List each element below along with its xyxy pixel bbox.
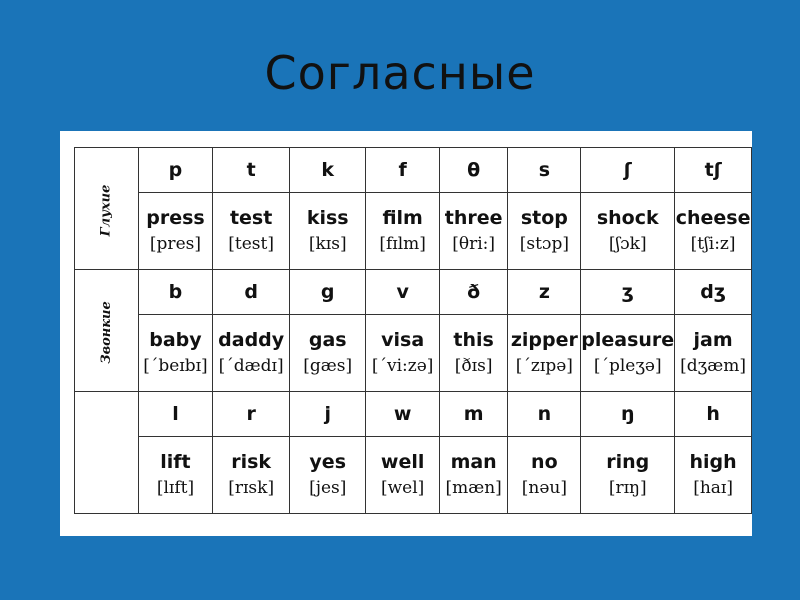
transcription: [ˊpleʒə] [593,356,662,377]
symbol-row [75,392,752,437]
example-word: film [382,207,423,230]
phoneme-symbol: ʒ [581,270,675,315]
phoneme-symbol: ŋ [581,392,675,437]
example-cell [439,315,508,392]
example-word: risk [231,451,272,474]
transcription: [tʃi:z] [690,234,736,255]
consonants-panel [60,131,752,536]
example-cell [439,437,508,514]
phoneme-symbol: ð [439,270,508,315]
example-cell [366,193,439,270]
phoneme-symbol: n [508,392,581,437]
example-word: visa [381,329,425,352]
slide-title: Согласные [264,46,536,100]
example-row [75,437,752,514]
example-word: pleasure [581,329,675,352]
example-cell [213,437,290,514]
example-cell [213,315,290,392]
phoneme-symbol: t [213,148,290,193]
phoneme-symbol: g [289,270,366,315]
transcription: [ʃɔk] [608,234,647,255]
phoneme-symbol: r [213,392,290,437]
phoneme-symbol: v [366,270,439,315]
example-word: press [146,207,205,230]
example-word: baby [149,329,202,352]
transcription: [lɪft] [156,478,195,499]
group-label-cell [75,270,139,392]
transcription: [ˊdædɪ] [218,356,284,377]
phoneme-symbol: p [138,148,213,193]
group-label: Звонкие [98,301,114,364]
example-word: kiss [306,207,349,230]
transcription: [stɔp] [519,234,569,255]
example-cell [581,437,675,514]
transcription: [dʒæm] [680,356,747,377]
example-word: three [444,207,503,230]
example-word: jam [693,329,733,352]
symbol-row [75,148,752,193]
example-cell [581,315,675,392]
phoneme-symbol: h [675,392,752,437]
group-label: Глухие [98,184,114,237]
example-cell [675,193,752,270]
example-cell [439,193,508,270]
example-cell [675,315,752,392]
example-cell [289,315,366,392]
example-word: daddy [218,329,285,352]
example-row [75,315,752,392]
example-cell [581,193,675,270]
example-word: lift [160,451,191,474]
phoneme-symbol: w [366,392,439,437]
consonants-table [74,147,752,514]
example-cell [366,315,439,392]
transcription: [mæn] [445,478,502,499]
example-word: shock [596,207,659,230]
transcription: [rɪŋ] [608,478,647,499]
phoneme-symbol: l [138,392,213,437]
phoneme-symbol: tʃ [675,148,752,193]
example-word: zipper [510,329,578,352]
phoneme-symbol: m [439,392,508,437]
transcription: [ðɪs] [454,356,493,377]
transcription: [rɪsk] [228,478,275,499]
example-word: test [229,207,273,230]
transcription: [wel] [381,478,425,499]
example-word: cheese [675,207,751,230]
example-word: stop [520,207,568,230]
phoneme-symbol: dʒ [675,270,752,315]
transcription: [jes] [309,478,347,499]
phoneme-symbol: j [289,392,366,437]
transcription: [kɪs] [308,234,347,255]
transcription: [nəu] [521,478,567,499]
phoneme-symbol: k [289,148,366,193]
example-word: yes [309,451,347,474]
example-cell [138,437,213,514]
symbol-row [75,270,752,315]
transcription: [θri:] [452,234,496,255]
transcription: [fɪlm] [379,234,426,255]
transcription: [ˊbeɪbɪ] [143,356,208,377]
example-word: ring [606,451,650,474]
transcription: [gæs] [303,356,353,377]
example-row [75,193,752,270]
example-cell [366,437,439,514]
example-cell [508,193,581,270]
phoneme-symbol: z [508,270,581,315]
phoneme-symbol: b [138,270,213,315]
example-word: this [453,329,494,352]
example-word: well [380,451,425,474]
example-word: man [450,451,497,474]
transcription: [ˊvi:zə] [371,356,434,377]
example-cell [138,315,213,392]
example-word: gas [308,329,347,352]
transcription: [test] [228,234,274,255]
example-cell [508,437,581,514]
group-label-cell [75,392,139,514]
transcription: [haɪ] [693,478,733,499]
transcription: [pres] [149,234,201,255]
example-cell [508,315,581,392]
group-label-cell [75,148,139,270]
phoneme-symbol: s [508,148,581,193]
example-cell [675,437,752,514]
example-cell [138,193,213,270]
phoneme-symbol: f [366,148,439,193]
example-cell [289,193,366,270]
phoneme-symbol: θ [439,148,508,193]
phoneme-symbol: ʃ [581,148,675,193]
transcription: [ˊzɪpə] [515,356,573,377]
example-word: no [531,451,558,474]
example-cell [289,437,366,514]
example-word: high [689,451,737,474]
phoneme-symbol: d [213,270,290,315]
example-cell [213,193,290,270]
